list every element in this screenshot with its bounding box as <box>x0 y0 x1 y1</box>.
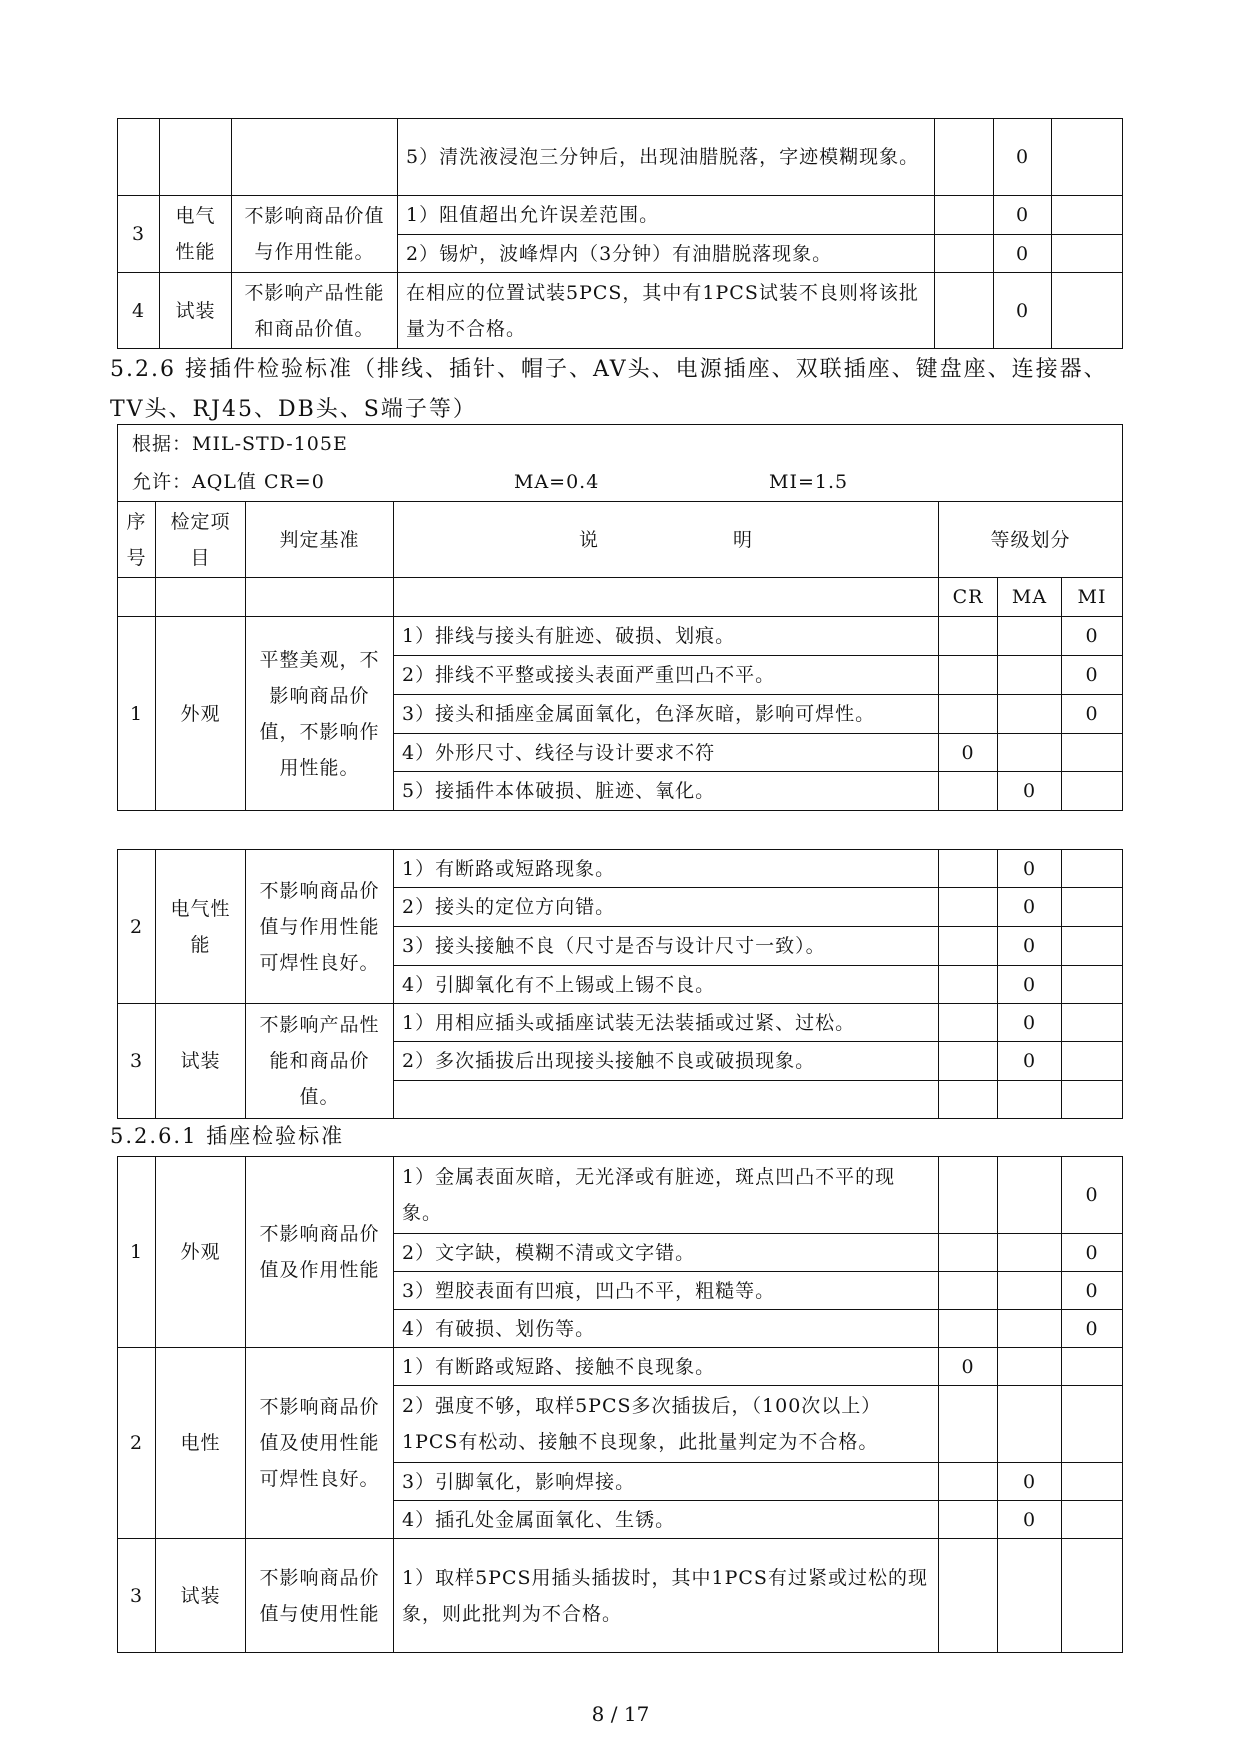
grade-cr <box>939 772 998 811</box>
aql-ma: MA=0.4 <box>514 471 600 493</box>
desc-cell: 3）引脚氧化，影响焊接。 <box>394 1463 939 1501</box>
table-subheader-row <box>118 578 1123 617</box>
item-cell: 电气性能 <box>160 196 232 273</box>
item-cell: 外观 <box>156 1157 246 1348</box>
grade-ma: 0 <box>998 1501 1062 1539</box>
grade-cr <box>939 695 998 734</box>
item-cell: 试装 <box>156 1539 246 1653</box>
table-row <box>118 1157 1123 1234</box>
grade-cr <box>939 617 998 656</box>
table-continued <box>117 118 1123 349</box>
grade-mark: 0 <box>994 196 1052 235</box>
grade-mark: 0 <box>994 235 1052 273</box>
desc-cell: 3）塑胶表面有凹痕，凹凸不平，粗糙等。 <box>394 1272 939 1310</box>
grade-mi: 0 <box>1062 695 1123 734</box>
desc-cell: 1）取样5PCS用插头插拔时，其中1PCS有过紧或过松的现象，则此批判为不合格。 <box>394 1539 939 1653</box>
desc-cell: 在相应的位置试装5PCS，其中有1PCS试装不良则将该批量为不合格。 <box>398 273 935 349</box>
desc-cell: 3）接头接触不良（尺寸是否与设计尺寸一致）。 <box>394 927 939 966</box>
connector-table-continued <box>117 849 1123 1119</box>
row-number: 1 <box>118 617 156 811</box>
grade-ma: 0 <box>998 772 1062 811</box>
grade-mi: 0 <box>1062 1310 1123 1348</box>
grade-ma: 0 <box>998 927 1062 966</box>
table-row <box>118 1004 1123 1042</box>
grade-ma <box>998 734 1062 772</box>
criteria-cell: 不影响产品性能和商品价值。 <box>232 273 398 349</box>
item-cell: 电性 <box>156 1348 246 1539</box>
basis-text: 根据：MIL-STD-105E <box>132 433 348 455</box>
header-desc-char-1: 说 <box>578 528 599 551</box>
table-basis-row <box>118 425 1123 502</box>
row-number: 1 <box>118 1157 156 1348</box>
criteria-cell: 不影响商品价值与作用性能可焊性良好。 <box>246 850 394 1004</box>
item-cell: 试装 <box>156 1004 246 1119</box>
table-row <box>118 273 1123 349</box>
aql-mi: MI=1.5 <box>769 471 849 493</box>
table-row <box>118 1539 1123 1653</box>
grade-ma: 0 <box>998 1463 1062 1501</box>
header-item: 检定项目 <box>156 502 246 578</box>
grade-ma: 0 <box>998 1004 1062 1042</box>
desc-cell: 1）有断路或短路现象。 <box>394 850 939 888</box>
page-number: 8 / 17 <box>591 1702 650 1726</box>
header-desc-char-2: 明 <box>733 528 754 551</box>
criteria-cell: 不影响商品价值与使用性能 <box>246 1539 394 1653</box>
header-description <box>394 502 939 578</box>
desc-cell: 2）文字缺，模糊不清或文字错。 <box>394 1234 939 1272</box>
grade-cr: 0 <box>939 1348 998 1386</box>
desc-cell: 5）接插件本体破损、脏迹、氧化。 <box>394 772 939 811</box>
desc-cell: 2）接头的定位方向错。 <box>394 888 939 927</box>
header-no: 序号 <box>118 502 156 578</box>
desc-cell: 3）接头和插座金属面氧化，色泽灰暗，影响可焊性。 <box>394 695 939 734</box>
header-mi: MI <box>1062 578 1123 617</box>
table-row <box>118 196 1123 235</box>
grade-cr: 0 <box>939 734 998 772</box>
header-grade: 等级划分 <box>939 502 1123 578</box>
row-number: 2 <box>118 1348 156 1539</box>
aql-text: 允许：AQL值 CR=0 <box>132 471 325 493</box>
grade-mark: 0 <box>994 273 1052 349</box>
desc-cell: 2）强度不够，取样5PCS多次插拔后，（100次以上）1PCS有松动、接触不良现象，此批量判定为不合格。 <box>394 1386 939 1463</box>
grade-mi <box>1062 772 1123 811</box>
desc-cell: 1）排线与接头有脏迹、破损、划痕。 <box>394 617 939 656</box>
grade-mi: 0 <box>1062 1157 1123 1234</box>
desc-cell: 4）有破损、划伤等。 <box>394 1310 939 1348</box>
table-row <box>118 617 1123 656</box>
criteria-cell: 不影响商品价值与作用性能。 <box>232 196 398 273</box>
row-number: 2 <box>118 850 156 1004</box>
grade-mi: 0 <box>1062 1272 1123 1310</box>
criteria-cell: 不影响商品价值及使用性能可焊性良好。 <box>246 1348 394 1539</box>
header-criteria: 判定基准 <box>246 502 394 578</box>
section-heading-5-2-6: 5.2.6 接插件检验标准（排线、插针、帽子、AV头、电源插座、双联插座、键盘座、连接器、TV头、RJ45、DB头、S端子等） <box>110 357 1108 422</box>
item-cell: 电气性能 <box>156 850 246 1004</box>
desc-cell: 1）阻值超出允许误差范围。 <box>398 196 935 235</box>
grade-ma <box>998 695 1062 734</box>
criteria-cell: 平整美观，不影响商品价值，不影响作用性能。 <box>246 617 394 811</box>
desc-cell: 4）外形尺寸、线径与设计要求不符 <box>394 734 939 772</box>
row-number: 3 <box>118 196 160 273</box>
header-ma: MA <box>998 578 1062 617</box>
grade-cr <box>939 656 998 695</box>
grade-mi: 0 <box>1062 617 1123 656</box>
desc-cell: 4）插孔处金属面氧化、生锈。 <box>394 1501 939 1539</box>
row-number: 4 <box>118 273 160 349</box>
header-cr: CR <box>939 578 998 617</box>
table-row <box>118 1348 1123 1386</box>
criteria-cell: 不影响商品价值及作用性能 <box>246 1157 394 1348</box>
item-cell: 试装 <box>160 273 232 349</box>
grade-mi: 0 <box>1062 1234 1123 1272</box>
table-row <box>118 850 1123 888</box>
socket-table <box>117 1156 1123 1653</box>
desc-cell: 1）用相应插头或插座试装无法装插或过紧、过松。 <box>394 1004 939 1042</box>
connector-table <box>117 424 1123 811</box>
desc-cell: 4）引脚氧化有不上锡或上锡不良。 <box>394 966 939 1004</box>
grade-ma: 0 <box>998 888 1062 927</box>
item-cell: 外观 <box>156 617 246 811</box>
desc-cell: 1）金属表面灰暗，无光泽或有脏迹，斑点凹凸不平的现象。 <box>394 1157 939 1234</box>
grade-mi <box>1062 734 1123 772</box>
section-heading-5-2-6-1: 5.2.6.1 插座检验标准 <box>110 1124 345 1148</box>
desc-cell: 2）锡炉，波峰焊内（3分钟）有油腊脱落现象。 <box>398 235 935 273</box>
criteria-cell: 不影响产品性能和商品价值。 <box>246 1004 394 1119</box>
desc-cell: 5）清洗液浸泡三分钟后，出现油腊脱落，字迹模糊现象。 <box>398 119 935 196</box>
row-number: 3 <box>118 1004 156 1119</box>
grade-ma: 0 <box>998 850 1062 888</box>
grade-mark: 0 <box>994 119 1052 196</box>
table-header-row <box>118 502 1123 578</box>
row-number: 3 <box>118 1539 156 1653</box>
grade-mi: 0 <box>1062 656 1123 695</box>
grade-ma <box>998 617 1062 656</box>
grade-ma: 0 <box>998 966 1062 1004</box>
desc-cell: 2）多次插拔后出现接头接触不良或破损现象。 <box>394 1042 939 1081</box>
desc-cell: 2）排线不平整或接头表面严重凹凸不平。 <box>394 656 939 695</box>
grade-ma: 0 <box>998 1042 1062 1081</box>
desc-cell: 1）有断路或短路、接触不良现象。 <box>394 1348 939 1386</box>
grade-ma <box>998 656 1062 695</box>
table-row <box>118 119 1123 196</box>
